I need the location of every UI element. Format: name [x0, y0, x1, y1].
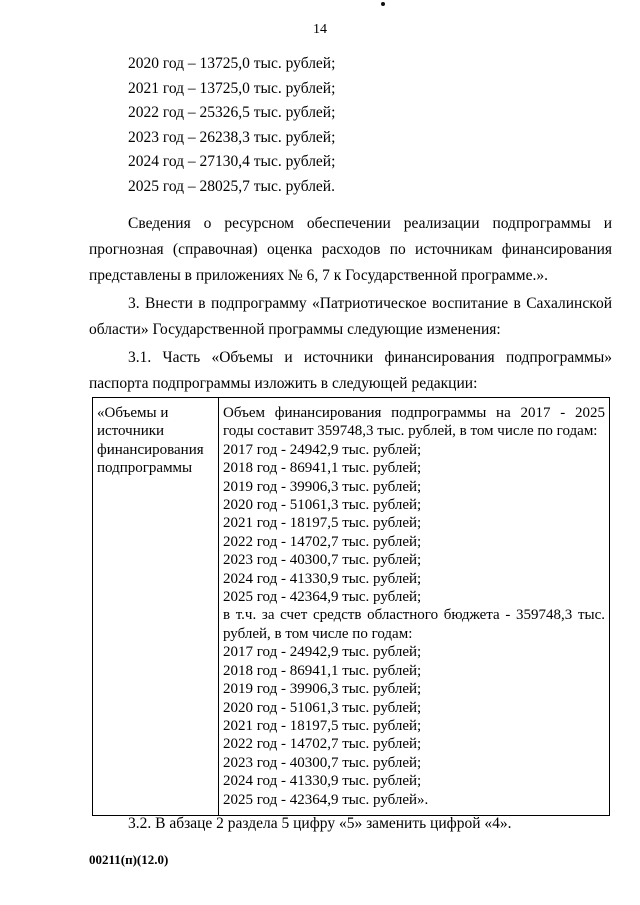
funding-by-year-list	[128, 52, 335, 199]
funding-passport-table	[92, 397, 610, 816]
regional-year-line: 2018 год - 86941,1 тыс. рублей;	[223, 662, 422, 679]
document-code: 00211(п)(12.0)	[89, 852, 169, 867]
item-3-paragraph	[89, 291, 612, 343]
item-3-1-paragraph	[89, 345, 612, 397]
page-number: 14	[313, 22, 327, 37]
item-3-1-line-1: 3.1. Часть «Объемы и источники финансирования подпрограммы»	[128, 349, 612, 366]
funding-line-2023: 2023 год – 26238,3 тыс. рублей;	[128, 128, 336, 146]
regional-year-line: 2022 год - 14702,7 тыс. рублей;	[223, 736, 422, 753]
regional-year-line: 2024 год - 41330,9 тыс. рублей;	[223, 773, 422, 790]
regional-year-line: 2023 год - 40300,7 тыс. рублей;	[223, 754, 422, 771]
total-intro-line-1: Объем финансирования подпрограммы на 2017 - 2025	[223, 405, 605, 421]
ink-speck	[381, 2, 385, 6]
total-intro-line-2: годы составит 359748,3 тыс. рублей, в том числе по годам:	[223, 423, 598, 440]
item-3-line-2: области» Государственной программы следующие изменения:	[89, 321, 501, 338]
resources-paragraph	[89, 211, 612, 289]
label-line: «Объемы и	[97, 405, 169, 421]
total-year-line: 2021 год - 18197,5 тыс. рублей;	[223, 515, 422, 532]
regional-year-line: 2020 год - 51061,3 тыс. рублей;	[223, 699, 422, 716]
total-year-line: 2022 год - 14702,7 тыс. рублей;	[223, 533, 422, 550]
regional-year-line: 2017 год - 24942,9 тыс. рублей;	[223, 644, 422, 661]
label-line: подпрограммы	[97, 460, 193, 477]
regional-year-line: 2021 год - 18197,5 тыс. рублей;	[223, 717, 422, 734]
regional-intro-line-2: рублей, в том числе по годам:	[223, 625, 413, 642]
total-year-line: 2019 год - 39906,3 тыс. рублей;	[223, 478, 422, 495]
value-cell	[219, 398, 610, 816]
total-year-line: 2018 год - 86941,1 тыс. рублей;	[223, 460, 422, 477]
funding-line-2024: 2024 год – 27130,4 тыс. рублей;	[128, 153, 336, 170]
item-3-2-paragraph: 3.2. В абзаце 2 раздела 5 цифру «5» заменить цифрой «4».	[128, 815, 512, 832]
item-3-line-1: 3. Внести в подпрограмму «Патриотическое воспитание в Сахалинской	[128, 295, 612, 312]
total-year-line: 2017 год - 24942,9 тыс. рублей;	[223, 441, 422, 458]
funding-line-2021: 2021 год – 13725,0 тыс. рублей;	[128, 79, 336, 97]
resources-line-1: Сведения о ресурсном обеспечении реализации подпрограммы и	[128, 215, 612, 232]
label-line: источники	[97, 423, 165, 440]
funding-line-2022: 2022 год – 25326,5 тыс. рублей;	[128, 104, 336, 121]
regional-year-line: 2025 год - 42364,9 тыс. рублей».	[223, 791, 429, 808]
total-year-line: 2020 год - 51061,3 тыс. рублей;	[223, 497, 422, 514]
regional-intro-line-1: в т.ч. за счет средств областного бюджета - 359748,3 тыс.	[223, 607, 605, 624]
label-line: финансирования	[97, 441, 204, 458]
table-row	[93, 398, 610, 816]
label-cell	[93, 398, 219, 816]
resources-line-2: прогнозная (справочная) оценка расходов по источникам финансирования	[89, 241, 612, 258]
funding-line-2025: 2025 год – 28025,7 тыс. рублей.	[128, 177, 335, 195]
total-year-line: 2023 год - 40300,7 тыс. рублей;	[223, 552, 422, 569]
total-year-line: 2024 год - 41330,9 тыс. рублей;	[223, 570, 422, 587]
regional-year-line: 2019 год - 39906,3 тыс. рублей;	[223, 681, 422, 698]
funding-line-2020: 2020 год – 13725,0 тыс. рублей;	[128, 55, 336, 72]
total-year-line: 2025 год - 42364,9 тыс. рублей;	[223, 589, 422, 606]
resources-line-3: представлены в приложениях № 6, 7 к Государственной программе.».	[89, 267, 548, 284]
item-3-1-line-2: паспорта подпрограммы изложить в следующей редакции:	[89, 375, 478, 392]
